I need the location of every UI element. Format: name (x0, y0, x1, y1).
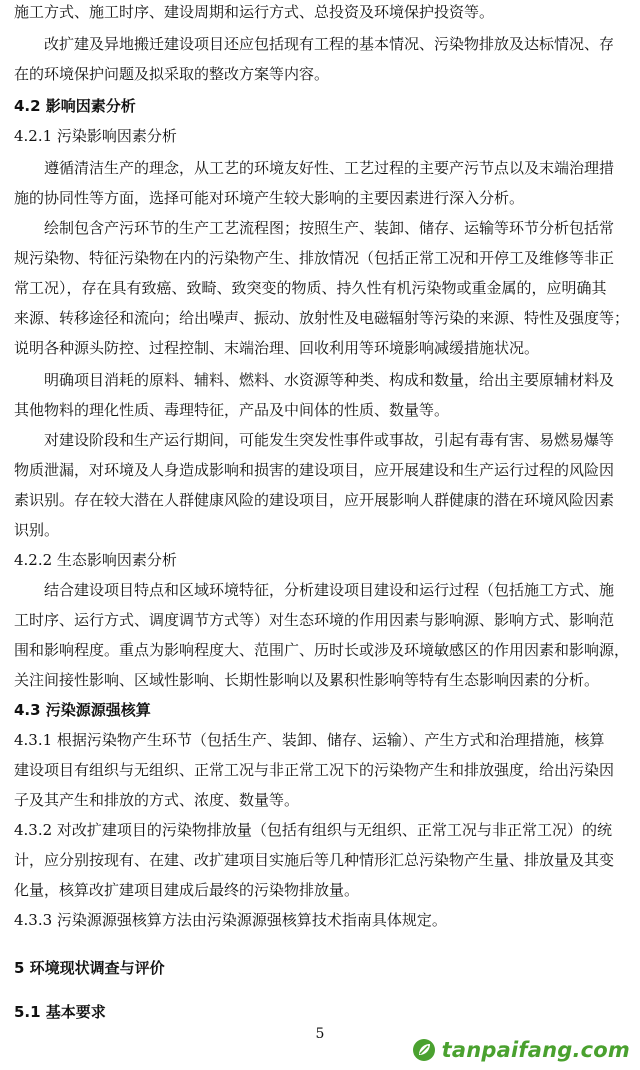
section-heading: 5.1 基本要求 (14, 1003, 106, 1021)
text-line: 4.3.1 根据污染物产生环节（包括生产、装卸、储存、运输）、产生方式和治理措施，核算 (14, 731, 605, 749)
text-line: 对建设阶段和生产运行期间，可能发生突发性事件或事故，引起有毒有害、易燃易爆等 (44, 431, 615, 449)
text-line: 遵循清洁生产的理念，从工艺的环境友好性、工艺过程的主要产污节点以及末端治理措 (44, 159, 615, 177)
text-line: 施的协同性等方面，选择可能对环境产生较大影响的主要因素进行深入分析。 (14, 189, 525, 207)
text-line: 在的环境保护问题及拟采取的整改方案等内容。 (14, 65, 330, 83)
text-line: 其他物料的理化性质、毒理特征，产品及中间体的性质、数量等。 (14, 401, 450, 419)
text-line: 来源、转移途径和流向；给出噪声、振动、放射性及电磁辐射等污染的来源、特性及强度等； (14, 309, 630, 327)
text-line: 4.3.3 污染源源强核算方法由污染源源强核算技术指南具体规定。 (14, 911, 447, 929)
text-line: 明确项目消耗的原料、辅料、燃料、水资源等种类、构成和数量，给出主要原辅材料及 (44, 371, 615, 389)
text-line: 计，应分别按现有、在建、改扩建项目实施后等几种情形汇总污染物产生量、排放量及其变 (14, 851, 615, 869)
watermark (412, 1038, 630, 1062)
text-line: 绘制包含产污环节的生产工艺流程图；按照生产、装卸、储存、运输等环节分析包括常 (44, 219, 615, 237)
text-line: 物质泄漏，对环境及人身造成影响和损害的建设项目，应开展建设和生产运行过程的风险因 (14, 461, 615, 479)
text-line: 改扩建及异地搬迁建设项目还应包括现有工程的基本情况、污染物排放及达标情况、存 (44, 35, 615, 53)
text-line: 围和影响程度。重点为影响程度大、范围广、历时长或涉及环境敏感区的作用因素和影响源， (14, 641, 630, 659)
text-line: 4.3.2 对改扩建项目的污染物排放量（包括有组织与无组织、正常工况与非正常工况）的统 (14, 821, 612, 839)
text-line: 说明各种源头防控、过程控制、末端治理、回收利用等环境影响减缓措施状况。 (14, 339, 540, 357)
watermark-text: tanpaifang.com (441, 1038, 630, 1062)
text-line: 规污染物、特征污染物在内的污染物产生、排放情况（包括正常工况和开停工及维修等非正 (14, 249, 615, 267)
text-line: 建设项目有组织与无组织、正常工况与非正常工况下的污染物产生和排放强度，给出污染因 (14, 761, 615, 779)
text-line: 常工况），存在具有致癌、致畸、致突变的物质、持久性有机污染物或重金属的，应明确其 (14, 279, 607, 297)
section-heading: 4.2 影响因素分析 (14, 97, 136, 115)
section-heading: 4.3 污染源源强核算 (14, 701, 151, 719)
text-line: 工时序、运行方式、调度调节方式等）对生态环境的作用因素与影响源、影响方式、影响范 (14, 611, 615, 629)
text-line: 施工方式、施工时序、建设周期和运行方式、总投资及环境保护投资等。 (14, 3, 495, 21)
text-line: 识别。 (14, 521, 60, 539)
leaf-logo-icon (412, 1038, 436, 1062)
page-number: 5 (315, 1026, 325, 1042)
text-line: 结合建设项目特点和区域环境特征，分析建设项目建设和运行过程（包括施工方式、施 (44, 581, 615, 599)
chapter-heading: 5 环境现状调查与评价 (14, 959, 165, 977)
text-line: 素识别。存在较大潜在人群健康风险的建设项目，应开展影响人群健康的潜在环境风险因素 (14, 491, 615, 509)
text-line: 关注间接性影响、区域性影响、长期性影响以及累积性影响等特有生态影响因素的分析。 (14, 671, 600, 689)
text-line: 子及其产生和排放的方式、浓度、数量等。 (14, 791, 300, 809)
text-line: 化量，核算改扩建项目建成后最终的污染物排放量。 (14, 881, 360, 899)
subsection-heading: 4.2.2 生态影响因素分析 (14, 551, 177, 569)
subsection-heading: 4.2.1 污染影响因素分析 (14, 127, 177, 145)
